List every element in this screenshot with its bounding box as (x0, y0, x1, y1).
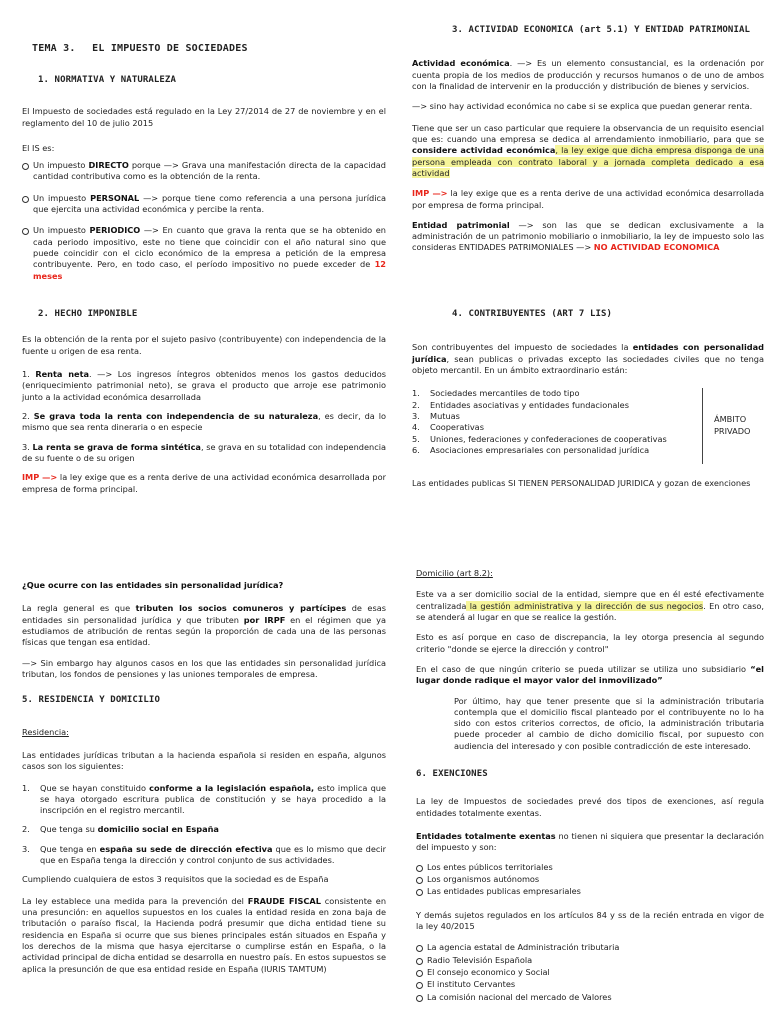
list-item: Los entes públicos territoriales (416, 862, 764, 873)
paragraph-exenciones: La ley de Impuestos de sociedades prevé dos tipos de exenciones, así regula entidades totalmente exentas. (416, 796, 764, 818)
exentas-list (416, 862, 764, 898)
section-1-title: 1. NORMATIVA Y NATURALEZA (38, 74, 176, 85)
paragraph-domicilio-social: Este va a ser domicilio social de la entidad, siempre que en él esté efectivamente centralizada la gestión administrativa y la dirección de sus negocios. En otro caso, se atenderá al lugar en que se realice la gestión. (416, 589, 764, 622)
paragraph-actividad-economica: Actividad económica. —> Es un elemento consustancial, es la ordenación por cuenta propia de los medios de producción y recursos humanos o de uno de ambos con la finalidad de intervenir en la producción y distribución de bienes y servicios. (412, 58, 764, 92)
section-domicilio-exenciones (416, 568, 768, 1009)
domicilio-label: Domicilio (art 8.2): (416, 568, 493, 578)
paragraph-entidad-patrimonial: Entidad patrimonial —> son las que se dedican exclusivamente a la administración de un patrimonio mobiliario o inmobiliario, la ley de impuesto solo las consideras ENTIDADES PATRIMONIALES —> NO ACTIVIDAD ECONOMICA (412, 219, 764, 253)
list-item: Las entidades publicas empresariales (416, 886, 764, 897)
paragraph-sin-actividad: —> sino hay actividad económica no cabe si se explica que puedan generar renta. (412, 101, 753, 112)
paragraph-is-es: El IS es: (22, 142, 55, 153)
section-3-title: 3. ACTIVIDAD ECONOMICA (art 5.1) Y ENTIDAD PATRIMONIAL (452, 25, 750, 35)
list-item: 3. Que tenga en españa su sede de dirección efectiva que es lo mismo que decir que en España tenga la dirección y control conjunto de sus actividades. (22, 843, 387, 866)
tema-title: EL IMPUESTO DE SOCIEDADES (92, 43, 248, 54)
paragraph-regla-general: La regla general es que tributen los socios comuneros y partícipes de esas entidades sin personalidad jurídica y que tributen por IRPF en el régimen que ya estudiamos de atribución de rentas según la proporción de cada una de las personas físicas que tengan esa entidad. (22, 603, 387, 648)
paragraph-cumpliendo: Cumpliendo cualquiera de estos 3 requisitos que la sociedad es de España (22, 874, 329, 885)
paragraph-obtencion-renta: Es la obtención de la renta por el sujeto pasivo (contribuyente) con independencia de la fuente u origen de esa renta. (22, 334, 386, 356)
residencia-label: Residencia: (22, 726, 69, 737)
ambito-privado-label: ÁMBITO PRIVADO (714, 414, 751, 436)
list-item: La agencia estatal de Administración tributaria (416, 942, 764, 953)
paragraph-totalmente-exentas: Entidades totalmente exentas no tienen ni siquiera que presentar la declaración del impuesto y son: (416, 831, 764, 853)
list-item: Un impuesto PERIODICO —> En cuanto que grava la renta que se ha obtenido en cada periodo impositivo, este no tiene que coincidir con el año natural sino que puede coincidir con el ciclo económico de la empresa a petición de la empresa contribuyente. Pero, en todo caso, el período impositivo no puede exceder de 12 meses (22, 225, 386, 282)
list-item: 3. La renta se grava de forma sintética, se grava en su totalidad con independencia de su fuente o de su origen (22, 441, 386, 463)
list-item: 1. Sociedades mercantiles de todo tipo (412, 388, 580, 399)
section-4-title: 4. CONTRIBUYENTES (ART 7 LIS) (452, 309, 613, 319)
paragraph-por-ultimo: Por último, hay que tener presente que si la administración tributaria contempla que el domicilio fiscal planteado por el contribuyente no lo ha sido con estos criterios correctos, de oficio, la administración tributaria puede proceder al cambio de dicho domicilio fiscal, por supuesto con audiencia del interesado y con posible contradicción de este interesado. (454, 695, 764, 751)
paragraph-demas-sujetos: Y demás sujetos regulados en los artículos 84 y ss de la recién entrada en vigor de la ley 40/2015 (416, 909, 764, 931)
list-item: Los organismos autónomos (416, 874, 764, 885)
tema-heading (32, 42, 386, 56)
paragraph-sin-embargo: —> Sin embargo hay algunos casos en los que las entidades sin personalidad jurídica tributan, los fondos de pensiones y las uniones temporales de empresa. (22, 657, 386, 679)
paragraph-fraude-fiscal: La ley establece una medida para la prevención del FRAUDE FISCAL consistente en una presunción: en aquellos supuestos en los cuales la entidad resida en zona baja de tributación o paraíso fiscal, la Hacienda podrá presumir que dicha entidad tiene su residencia en España si ocurre que sus bienes principales están situados en España y los derechos de la misma que hasya ejercitarse o cumplirse están en España, o la actividad principal de dicha entidad se desarrolla en nuestro país. En estos supuestos se aplica la presunción de que esa entidad reside en España (IURIS TAMTUM) (22, 895, 387, 974)
list-item: Un impuesto PERSONAL —> porque tiene como referencia a una persona jurídica que ejercita una actividad económica y percibe la renta. (22, 193, 386, 216)
list-item: El consejo economico y Social (416, 967, 764, 978)
contribuyentes-list (412, 388, 682, 456)
section-tema-3 (22, 42, 386, 292)
list-item: 4. Cooperativas (412, 422, 484, 433)
ambito-bracket (702, 388, 703, 464)
question-heading: ¿Que ocurre con las entidades sin personalidad jurídica? (22, 580, 284, 590)
paragraph-ley: El Impuesto de sociedades está regulado en la Ley 27/2014 de 27 de noviembre y en el reglamento del 10 de julio 2015 (22, 106, 386, 128)
paragraph-imp: IMP —> la ley exige que es a renta derive de una actividad económica desarrollada por empresa de forma principal. (412, 188, 764, 210)
list-item: Radio Televisión Española (416, 955, 764, 966)
paragraph-residencia: Las entidades jurídicas tributan a la hacienda española si residen en españa, algunos casos son los siguientes: (22, 749, 386, 772)
list-item: El instituto Cervantes (416, 979, 764, 990)
list-item: 2. Que tenga su domicilio social en España (22, 824, 219, 835)
list-item: 1. Que se hayan constituido conforme a la legislación española, esto implica que se haya otorgado escritura publica de constitución y se haya procedido a la inscripción en el registro mercantil. (22, 782, 386, 816)
list-item: 2. Se grava toda la renta con independencia de su naturaleza, es decir, da lo mismo que sea renta dineraria o en especie (22, 410, 386, 433)
paragraph-imp-2: IMP —> la ley exige que es a renta derive de una actividad económica desarrollada por empresa de forma principal. (22, 472, 386, 494)
list-item: 1. Renta neta. —> Los ingresos íntegros obtenidos menos los gastos deducidos (enriquecimiento patrimonial neto), se grava el producto que arroje ese patrimonio junto a la actividad económica desarrollada (22, 369, 386, 402)
list-item: 3. Mutuas (412, 410, 460, 421)
list-item: 2. Entidades asociativas y entidades fundacionales (412, 399, 629, 410)
paragraph-arrendamiento: Tiene que ser un caso particular que requiere la observancia de un requisito esencial que es: cuando una empresa se dedica al arrendamiento inmobiliario, para que se considere actividad económica, la ley exige que dicha empresa disponga de una persona empleada con contrato laboral y a jornada completa dedicado a esa actividad (412, 122, 764, 178)
list-item: 5. Uniones, federaciones y confederaciones de cooperativas (412, 433, 667, 444)
tema-number: TEMA 3. (32, 43, 76, 54)
residencia-list (22, 783, 386, 867)
paragraph-discrepancia: Esto es así porque en caso de discrepancia, la ley otorga presencia al segundo criterio "donde se ejerce la dirección y control" (416, 632, 764, 654)
hecho-imponible-list (22, 369, 386, 464)
section-6-title: 6. EXENCIONES (416, 769, 488, 780)
exentas-list-2 (416, 942, 764, 1003)
paragraph-entidades-publicas: Las entidades publicas SI TIENEN PERSONALIDAD JURIDICA y gozan de exenciones (412, 478, 751, 489)
section-sin-personalidad (22, 580, 386, 984)
list-item: La comisión nacional del mercado de Valores (416, 992, 764, 1003)
paragraph-subsidiario: En el caso de que ningún criterio se pueda utilizar se utiliza uno subsidiario “el lugar donde radique el mayor valor del inmovilizado” (416, 663, 764, 686)
list-item: 6. Asociaciones empresariales con personalidad jurídica (412, 444, 650, 455)
section-4-contribuyentes (412, 308, 768, 499)
section-2-title: 2. HECHO IMPONIBLE (38, 309, 138, 319)
list-item: Un impuesto DIRECTO porque —> Grava una manifestación directa de la capacidad cantidad contributiva como es la obtención de la renta. (22, 160, 386, 183)
section-3-actividad (412, 24, 768, 263)
section-2-hecho-imponible (22, 308, 386, 504)
contribuyentes-block (412, 388, 764, 466)
section-5-title: 5. RESIDENCIA Y DOMICILIO (22, 695, 160, 706)
is-characteristics-list (22, 160, 386, 282)
paragraph-contribuyentes: Son contribuyentes del impuesto de sociedades la entidades con personalidad jurídica, sean publicas o privadas excepto las sociedades civiles que no tenga objeto mercantil. En un ámbito extraordinario están: (412, 342, 764, 376)
